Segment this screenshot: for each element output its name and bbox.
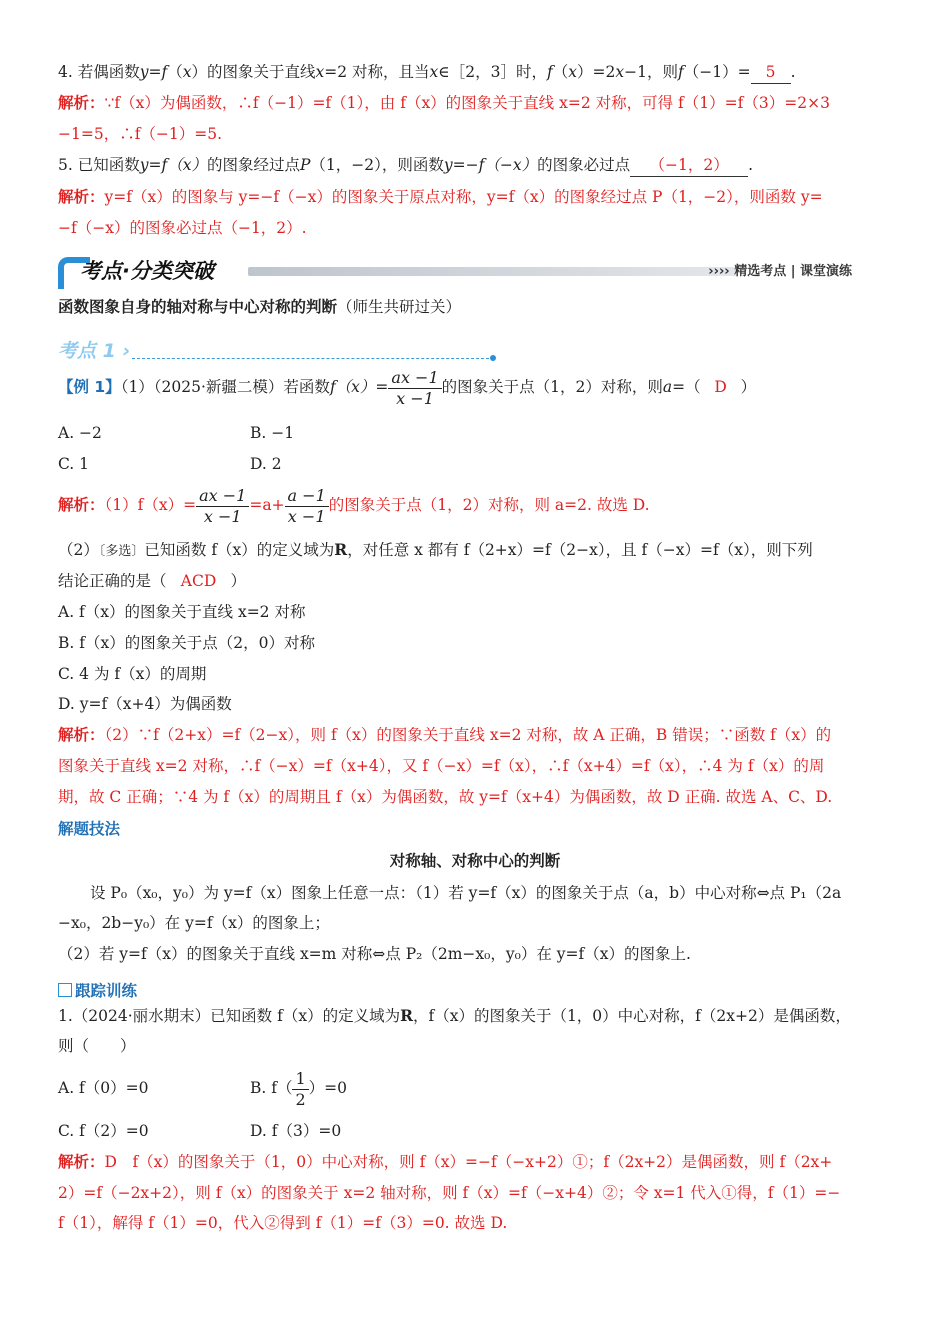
- ex1-answer2: ACD: [180, 572, 217, 590]
- section-heading: [58, 296, 461, 318]
- q4-stem: [58, 61, 796, 84]
- ex1-part2-line2: [58, 570, 246, 592]
- q4-stem-text: .: [790, 63, 796, 81]
- banner-divider: [248, 267, 738, 276]
- method-line3: （2）若 y=f（x）的图象关于直线 x=m 对称⇔点 P₂（2m−x₀，y₀）在 y=f（x）的图象上.: [58, 945, 691, 963]
- checkbox-icon: [58, 983, 72, 997]
- ex1-solution1: [58, 484, 650, 527]
- banner-title: 考点·分类突破: [80, 259, 214, 283]
- section-banner: [58, 255, 888, 287]
- q5-solution-text: y=f（x）的图象与 y=−f（−x）的图象关于原点对称，y=f（x）的图象经过点 P（1，−2），则函数 y=: [104, 188, 823, 206]
- practice-label: 跟踪训练: [75, 982, 138, 1000]
- fraction-numerator: ax −1: [388, 368, 441, 389]
- sol-fraction-1: [196, 486, 249, 527]
- practice-solution-line3: f（1），解得 f（1）=0，代入②得到 f（1）=f（3）=0. 故选 D.: [58, 1214, 508, 1232]
- q5-answer: （−1，2）: [630, 154, 748, 177]
- fraction-numerator: 1: [292, 1069, 308, 1090]
- q4-stem-text: ）的图象关于直线: [191, 63, 316, 81]
- ex1-part2-option-c: C. 4 为 f（x）的周期: [58, 665, 207, 683]
- practice-q1-line2: 则（ ）: [58, 1037, 136, 1055]
- practice-q1-line1: [58, 1005, 851, 1027]
- q4-stem-text: （: [167, 63, 183, 81]
- q4-var: x: [429, 63, 439, 81]
- q5-stem-text: .: [748, 156, 754, 174]
- practice-solution-text: D f（x）的图象关于（1，0）中心对称，则 f（x）=−f（−x+2）①；f（2x+2）是偶函数，则 f（2x+: [104, 1153, 833, 1171]
- practice-option-b: [250, 1067, 347, 1110]
- ex1-fraction: [388, 368, 441, 409]
- fraction-denominator: 2: [295, 1089, 306, 1109]
- fraction-numerator: a −1: [285, 486, 329, 507]
- q4-var: x: [568, 63, 578, 81]
- q4-stem-text: ∈［2，3］时，: [438, 63, 547, 81]
- method-line2: −x₀，2b−y₀）在 y=f（x）的图象上；: [58, 914, 330, 932]
- fraction-numerator: ax −1: [196, 486, 249, 507]
- ex1-text: ）: [230, 572, 247, 590]
- ex1-text: ）: [740, 378, 757, 396]
- solution-label: 解析：: [58, 496, 105, 514]
- q4-var: y: [139, 63, 149, 81]
- q4-var: f: [161, 63, 168, 81]
- ex1-text: 结论正确的是（: [58, 572, 167, 590]
- q4-stem-text: 4. 若偶函数: [58, 63, 140, 81]
- q5-solution-text: −f（−x）的图象必过点（−1，2）.: [58, 219, 307, 237]
- ex1-part2-option-d: D. y=f（x+4）为偶函数: [58, 695, 232, 713]
- fraction-denominator: x −1: [287, 506, 326, 526]
- ex1-text: 已知函数 f（x）的定义域为: [144, 541, 335, 559]
- ex1-text: （2）: [58, 541, 99, 559]
- ex1-solution2-line3: 期，故 C 正确；∵4 为 f（x）的周期且 f（x）为偶函数，故 y=f（x+4）为偶函数，故 D 正确. 故选 A、C、D.: [58, 788, 833, 806]
- practice-text: 1.（2024·丽水期末）已知函数 f（x）的定义域为: [58, 1007, 401, 1025]
- ex1-solution-text: （2）∵f（2+x）=f（2−x），则 f（x）的图象关于直线 x=2 对称，故 A 正确，B 错误；∵函数 f（x）的: [104, 726, 832, 744]
- ex1-solution2-line2: 图象关于直线 x=2 对称，∴f（−x）=f（x+4），又 f（−x）=f（x），∴f（x+4）=f（x），∴4 为 f（x）的周: [58, 757, 825, 775]
- practice-solution-line2: 2）=f（−2x+2），则 f（x）的图象关于 x=2 轴对称，则 f（x）=f（−x+4）②；令 x=1 代入①得，f（1）=−: [58, 1184, 841, 1202]
- ex1-text: 的图象关于点（1，2）对称，则: [441, 378, 663, 396]
- q4-stem-text: =2 对称，且当: [324, 63, 430, 81]
- section-note: （师生共研过关）: [337, 298, 462, 316]
- kaodian-label: 考点 1 ›: [58, 340, 131, 362]
- ex1-part1-stem: [58, 366, 756, 409]
- q4-solution-line2: [58, 123, 222, 145]
- ex1-part2-line1: [58, 539, 813, 563]
- kaodian-divider: [132, 358, 494, 359]
- q4-stem-text: （−1）=: [683, 63, 751, 81]
- kaodian-marker: [58, 336, 130, 363]
- practice-option-a: A. f（0）=0: [58, 1079, 149, 1097]
- ex1-text: （1）（2025·新疆二模）若函数: [120, 378, 330, 396]
- ex1-option-a: A. −2: [58, 424, 102, 442]
- q5-expr: y=−f（−x）: [443, 156, 538, 174]
- banner-right-label: ›››› 精选考点 | 课堂演练: [708, 264, 852, 279]
- q4-var: x: [615, 63, 625, 81]
- q4-stem-text: =: [148, 63, 162, 81]
- q4-var: x: [315, 63, 325, 81]
- multi-select-tag: 〔多选〕: [98, 544, 145, 559]
- ex1-expr: f（x）=: [329, 378, 389, 396]
- practice-solution-line1: [58, 1151, 832, 1173]
- ex1-option-d: D. 2: [250, 455, 282, 473]
- practice-option-c: C. f（2）=0: [58, 1122, 149, 1140]
- solution-label: 解析：: [58, 94, 105, 112]
- method-title: 对称轴、对称中心的判断: [389, 852, 561, 870]
- ex1-text: =（: [672, 378, 701, 396]
- practice-set-r: R: [400, 1006, 413, 1025]
- practice-text: ，f（x）的图象关于（1，0）中心对称，f（2x+2）是偶函数，: [412, 1007, 851, 1025]
- practice-option-d: D. f（3）=0: [250, 1122, 342, 1140]
- q4-var: f: [547, 63, 553, 81]
- q4-var: x: [182, 63, 192, 81]
- ex1-solution-text: =a+: [249, 496, 285, 514]
- ex1-part2-option-a: A. f（x）的图象关于直线 x=2 对称: [58, 603, 306, 621]
- ex1-set-r: R: [334, 540, 348, 559]
- section-title: 函数图象自身的轴对称与中心对称的判断: [58, 298, 338, 316]
- practice-text: ）=0: [308, 1079, 348, 1097]
- q5-stem-text: 的图象必过点: [537, 156, 631, 174]
- q4-answer: 5: [751, 61, 791, 84]
- q4-solution-text: −1=5，∴f（−1）=5.: [58, 125, 223, 143]
- half-fraction: [292, 1069, 308, 1110]
- kaodian-dot-icon: [490, 355, 496, 361]
- ex1-solution2-line1: [58, 724, 831, 746]
- q4-stem-text: （: [552, 63, 569, 81]
- fraction-denominator: x −1: [203, 506, 242, 526]
- ex1-part2-option-b: B. f（x）的图象关于点（2，0）对称: [58, 634, 315, 652]
- method-line1: 设 P₀（x₀，y₀）为 y=f（x）图象上任意一点：（1）若 y=f（x）的图象关于点（a，b）中心对称⇔点 P₁（2a: [90, 884, 842, 902]
- ex1-option-c: C. 1: [58, 455, 90, 473]
- ex1-var: a: [662, 378, 673, 396]
- q4-var: f: [677, 63, 684, 81]
- solution-label: 解析：: [58, 726, 105, 744]
- q5-expr: y=f（x）: [139, 156, 207, 174]
- q5-solution-line2: [58, 217, 307, 239]
- q4-solution-text: ∵f（x）为偶函数，∴f（−1）=f（1），由 f（x）的图象关于直线 x=2 对称，可得 f（1）=f（3）=2×3: [104, 94, 830, 112]
- q5-stem-text: 的图象经过点: [206, 156, 300, 174]
- q5-var: P: [299, 156, 311, 174]
- practice-text: B. f（: [250, 1079, 293, 1097]
- q4-stem-text: −1，则: [624, 63, 678, 81]
- q5-stem-text: （1，−2），则函数: [310, 156, 444, 174]
- solution-label: 解析：: [58, 188, 105, 206]
- ex1-solution-text: 的图象关于点（1，2）对称，则 a=2. 故选 D.: [328, 496, 650, 514]
- q4-solution-line1: [58, 92, 830, 114]
- q5-solution-line1: [58, 186, 823, 208]
- ex1-solution-text: （1）f（x）=: [104, 496, 197, 514]
- solution-label: 解析：: [58, 1153, 105, 1171]
- sol-fraction-2: [285, 486, 329, 527]
- q5-stem-text: 5. 已知函数: [58, 156, 140, 174]
- ex1-option-b: B. −1: [250, 424, 295, 442]
- practice-header: [58, 980, 137, 1002]
- fraction-denominator: x −1: [396, 388, 434, 408]
- q4-stem-text: ）=2: [577, 63, 616, 81]
- example-label: 【例 1】: [58, 378, 121, 396]
- ex1-text: ，对任意 x 都有 f（2+x）=f（2−x），且 f（−x）=f（x），则下列: [347, 541, 813, 559]
- q5-stem: [58, 154, 753, 177]
- method-label: 解题技法: [58, 820, 121, 838]
- ex1-answer1: D: [714, 378, 727, 396]
